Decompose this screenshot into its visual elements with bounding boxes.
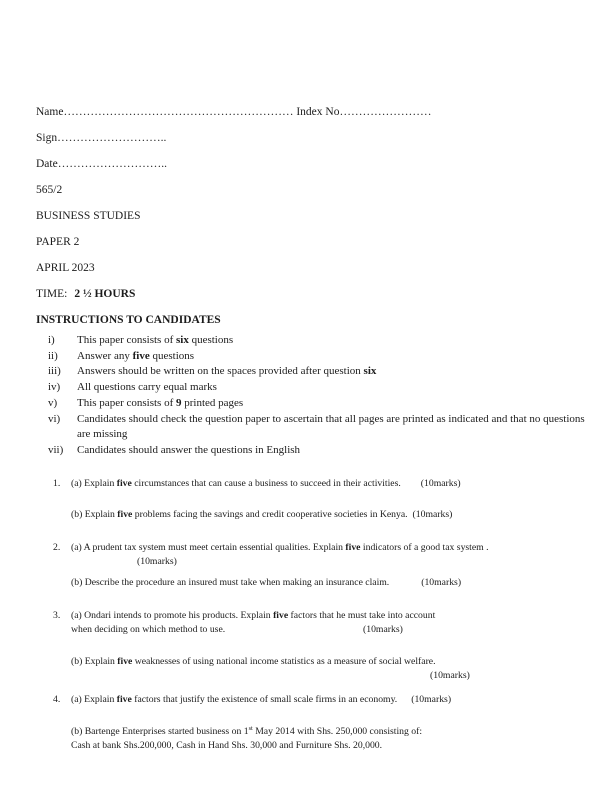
instruction-numeral: iv) [48,381,61,394]
question-4 [53,693,587,753]
question-text: (b) Describe the procedure an insured must take when making an insurance claim. [71,576,390,588]
instruction-numeral: ii) [48,349,58,362]
exam-session: APRIL 2023 [36,262,95,274]
instruction-text: This paper consists of six questions [77,334,234,346]
question-text: (a) A prudent tax system must meet certain essential qualities. Explain five indicators of a good tax system . [71,542,489,553]
instruction-numeral: i) [48,334,55,346]
marks-allocation: (10marks) [421,576,462,588]
question-text: (b) Explain five weaknesses of using national income statistics as a measure of social welfare. [71,655,436,667]
question-text: (a) Ondari intends to promote his products. Explain five factors that he must take into account [71,610,436,621]
instruction-text: Answer any five questions [77,349,195,362]
paper-header [36,99,431,333]
instruction-text: This paper consists of 9 printed pages [77,396,244,409]
question-text: when deciding on which method to use. [71,623,226,635]
question-1b [71,508,587,522]
time-line [36,281,431,307]
marks-allocation: (10marks) [137,555,177,567]
question-3 [53,609,587,683]
instruction-text: Answers should be written on the spaces provided after question six [77,365,377,378]
instruction-item-4 [48,380,589,396]
question-text: (b) Explain five problems facing the savings and credit cooperative societies in Kenya. [71,508,408,520]
question-2 [53,541,587,590]
instruction-item-6 [48,412,589,443]
question-text: Cash at bank Shs.200,000, Cash in Hand Shs. 30,000 and Furniture Shs. 20,000. [71,739,383,751]
instruction-item-3 [48,364,589,380]
instruction-numeral: vi) [48,412,61,425]
subject-title: BUSINESS STUDIES [36,210,141,222]
question-3a [71,609,587,637]
instruction-numeral: v) [48,396,58,409]
question-number: 2. [53,542,61,553]
question-2b [71,576,587,590]
instructions-heading: INSTRUCTIONS TO CANDIDATES [36,314,221,326]
question-number: 4. [53,694,61,705]
instruction-text: Candidates should check the question paper to ascertain that all pages are printed as indicated and that no questions are missing [77,412,585,441]
instructions-list [48,333,589,459]
question-4a [71,693,587,707]
paper-code: 565/2 [36,184,63,196]
instruction-item-1 [48,333,589,349]
paper-number: PAPER 2 [36,236,80,248]
sign-line: Sign……………………….. [36,132,167,144]
question-text: (b) Bartenge Enterprises started business on 1st May 2014 with Shs. 250,000 consisting of: [71,724,423,737]
question-2a [71,541,587,569]
instruction-item-5 [48,396,589,412]
date-line: Date……………………….. [36,158,167,170]
time-value: 2 ½ HOURS [74,288,136,300]
instruction-item-2 [48,349,589,365]
marks-allocation: (10marks) [412,508,453,520]
question-number: 3. [53,610,61,621]
marks-allocation: (10marks) [420,478,461,489]
instruction-text: All questions carry equal marks [77,381,217,394]
question-1 [53,477,587,522]
instruction-numeral: vii) [48,443,64,456]
marks-allocation: (10marks) [411,694,452,705]
question-4b [71,725,587,753]
marks-allocation: (10marks) [363,623,403,635]
instruction-numeral: iii) [48,365,61,378]
time-label: TIME: [36,288,68,300]
question-3b [71,655,587,683]
question-1a [71,477,587,491]
question-text: (a) Explain five factors that justify the existence of small scale firms in an economy. [71,694,398,705]
marks-allocation: (10marks) [430,669,470,681]
question-number: 1. [53,478,61,489]
instruction-text: Candidates should answer the questions in English [77,443,301,456]
instruction-item-7 [48,443,589,459]
question-text: (a) Explain five circumstances that can cause a business to succeed in their activities. [71,478,401,489]
name-index-line: Name…………………………………………………… Index No…………………… [36,106,432,118]
